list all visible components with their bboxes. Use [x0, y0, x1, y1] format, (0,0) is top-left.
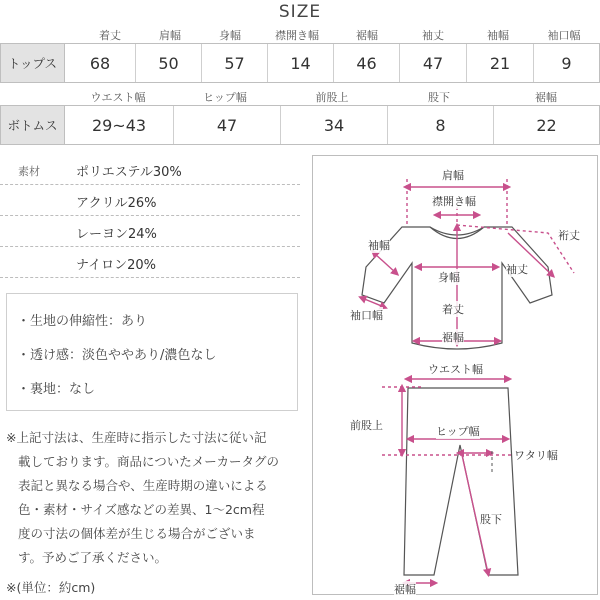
property-lining: ・裏地：なし [17, 382, 96, 397]
bottoms-header-waist: ウエスト幅 [90, 91, 146, 104]
material-item: アクリル26% [76, 196, 157, 211]
tops-header-length: 着丈 [99, 29, 121, 42]
unit-note: ※(単位：約cm) [6, 580, 96, 595]
tops-value-body-width: 57 [201, 44, 267, 82]
bottoms-value-hem: 22 [493, 106, 599, 144]
bottoms-header-rise: 前股上 [315, 91, 349, 104]
bottoms-row [0, 105, 600, 145]
bottoms-value-inseam: 8 [387, 106, 493, 144]
property-sheer: ・透け感：淡色ややあり/濃色なし [17, 348, 217, 363]
material-row [0, 250, 300, 278]
material-row [0, 219, 300, 247]
bottoms-header-inseam: 股下 [428, 91, 450, 104]
material-row [0, 188, 300, 216]
tops-header-hem-width: 裾幅 [356, 29, 378, 42]
material-row [0, 157, 300, 185]
size-title: SIZE [278, 2, 322, 22]
tops-value-shoulder: 50 [135, 44, 201, 82]
label-kiki: 裄丈 [558, 229, 580, 242]
bottoms-header-hem: 裾幅 [535, 91, 557, 104]
note-line: 表記と異なる場合や、生産時期の違いによる [18, 478, 268, 493]
tops-value-cuff-width: 9 [533, 44, 599, 82]
tops-header-neck-width: 襟開き幅 [275, 29, 319, 42]
bottoms-value-waist: 29~43 [91, 115, 147, 135]
label-thigh: ワタリ幅 [514, 449, 558, 462]
material-item: ナイロン20% [76, 258, 156, 273]
material-item: レーヨン24% [76, 227, 157, 242]
tops-value-sleeve-length: 47 [399, 44, 466, 82]
tops-header-shoulder: 肩幅 [159, 29, 181, 42]
label-length: 着丈 [442, 303, 464, 316]
label-hip: ヒップ幅 [436, 425, 480, 438]
bottoms-value-rise: 34 [280, 106, 387, 144]
note-line: 度の寸法の個体差が生じる場合がございま [18, 526, 256, 541]
label-cuff-width: 袖口幅 [350, 309, 383, 322]
bottoms-row-label: ボトムス [1, 106, 65, 144]
tops-value-length: 68 [89, 53, 111, 73]
bottoms-header-hip: ヒップ幅 [203, 91, 247, 104]
label-sleeve-length: 袖丈 [506, 263, 528, 276]
tops-value-sleeve-width: 21 [466, 44, 533, 82]
label-sleeve-width: 袖幅 [368, 239, 390, 252]
tops-header-cuff-width: 袖口幅 [547, 29, 581, 42]
tops-header-sleeve-width: 袖幅 [487, 29, 509, 42]
tops-value-hem-width: 46 [333, 44, 399, 82]
material-label: 素材 [18, 165, 40, 178]
label-body-width: 身幅 [438, 271, 460, 284]
material-item: ポリエステル30% [76, 165, 182, 180]
measurement-diagram [312, 155, 598, 595]
fabric-properties-box [6, 293, 298, 411]
tops-row [0, 43, 600, 83]
label-hem-width: 裾幅 [442, 331, 464, 344]
label-shoulder: 肩幅 [442, 169, 464, 182]
note-line: 載しております。商品についたメーカータグの [18, 454, 280, 469]
measurement-note [6, 426, 298, 570]
bottoms-value-hip: 47 [173, 106, 280, 144]
tops-header-sleeve-length: 袖丈 [422, 29, 444, 42]
note-line: ※上記寸法は、生産時に指示した寸法に従い記 [6, 430, 267, 445]
tops-header-body-width: 身幅 [219, 29, 241, 42]
label-waist: ウエスト幅 [428, 363, 483, 376]
label-inseam: 股下 [480, 513, 502, 526]
label-rise: 前股上 [350, 419, 383, 432]
tops-row-label: トップス [1, 44, 65, 82]
tops-value-neck-width: 14 [267, 44, 333, 82]
label-bottom-hem: 裾幅 [394, 583, 416, 596]
note-line: す。予めご了承ください。 [18, 550, 168, 565]
property-stretch: ・生地の伸縮性：あり [17, 314, 148, 329]
note-line: 色・素材・サイズ感などの差異、1～2cm程 [18, 502, 265, 517]
label-neck-width: 襟開き幅 [432, 195, 476, 208]
